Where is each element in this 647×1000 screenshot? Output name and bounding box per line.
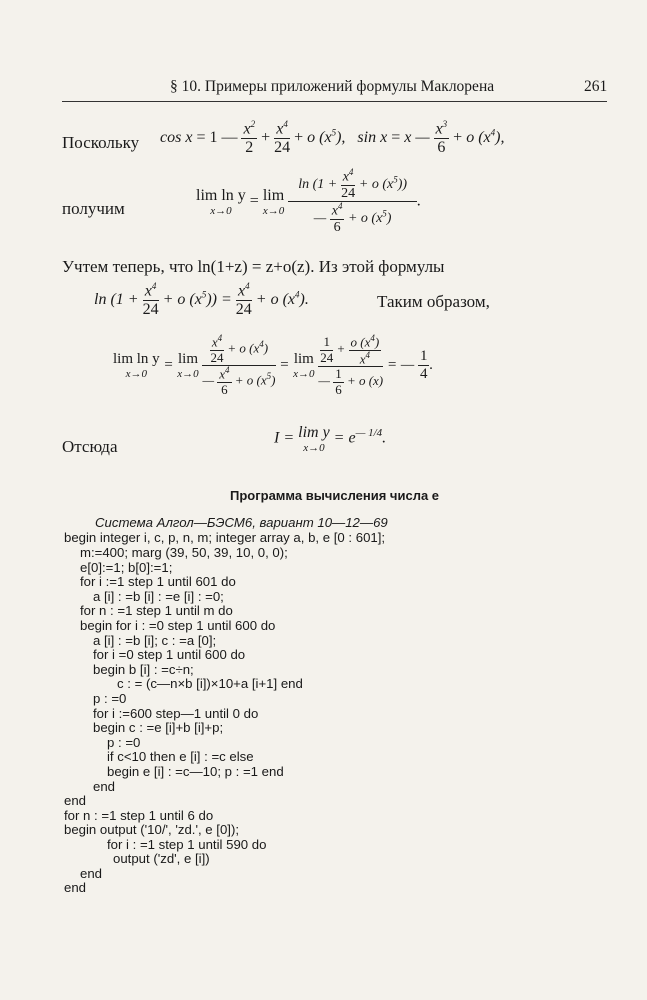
page-number: 261 — [584, 78, 608, 95]
running-header: § 10. Примеры приложений формулы Маклорена — [170, 78, 495, 95]
code-line: for i :=600 step—1 until 0 do — [93, 706, 259, 721]
code-line: p : =0 — [93, 691, 127, 706]
code-line: c : = (c—n×b [i])×10+a [i+1] end — [117, 676, 303, 691]
code-line: end — [80, 866, 103, 881]
code-line: if c<10 then e [i] : =c else — [107, 749, 254, 764]
label-hence: Отсюда — [62, 437, 118, 456]
label-thus: Таким образом, — [377, 292, 490, 311]
code-line: for n : =1 step 1 until m do — [80, 603, 233, 618]
limit-result: I = lim y x→0 = $e^{— 1/4}$. — [274, 424, 387, 454]
code-line: for i : =1 step 1 until 590 do — [107, 837, 267, 852]
code-line: a [i] : =b [i]; c : =a [0]; — [93, 633, 217, 648]
code-line: begin output ('10/', 'zd.', e [0]); — [64, 822, 240, 837]
code-line: p : =0 — [107, 735, 141, 750]
code-line: e[0]:=1; b[0]:=1; — [80, 560, 173, 575]
log-expansion: ln (1 + $\frac{x^4}{24}$ + o $(x^5)$) = $\frac{x^4}{24}$ + o $(x^4)$. — [94, 281, 309, 318]
code-line: begin e [i] : =c—10; p : =1 end — [107, 764, 284, 779]
code-line: for i :=1 step 1 until 601 do — [80, 574, 236, 589]
code-line: for n : =1 step 1 until 6 do — [64, 808, 214, 823]
code-line: end — [64, 880, 87, 895]
limit-formula-1: lim ln y x→0 = lim x→0 ln (1 + $\frac{x^4}{24}$ + o $(x^5)$) — $\frac{x^4}{6}$ + o $(x^5)$ . — [196, 167, 422, 236]
code-line: m:=400; marg (39, 50, 39, 10, 0, 0); — [80, 545, 288, 560]
note-now: Учтем теперь, что ln(1+z) = z+o(z). Из этой формулы — [62, 257, 445, 276]
code-line: begin b [i] : =c÷n; — [93, 662, 194, 677]
series-expansions: cos x = 1 — $\frac{x^2}{2}$ + $\frac{x^4}{24}$ + o $(x^5)$, sin x = x — $\frac{x^3}{6}$ + o $(x^4)$, — [160, 119, 505, 156]
code-line: end — [64, 793, 87, 808]
code-line: for i =0 step 1 until 600 do — [93, 647, 246, 662]
code-line: a [i] : =b [i] : =e [i] : =0; — [93, 589, 224, 604]
label-we-get: получим — [62, 199, 125, 218]
code-line: begin c : =e [i]+b [i]+p; — [93, 720, 224, 735]
code-line: begin integer i, c, p, n, m; integer array a, b, e [0 : 601]; — [64, 530, 386, 545]
program-heading: Программа вычисления числа e — [230, 488, 440, 503]
code-line: begin for i : =0 step 1 until 600 do — [80, 618, 276, 633]
header-rule — [62, 101, 607, 102]
limit-formula-2: lim ln y x→0 = lim x→0 $\frac{x^4}{24}$ + o $(x^4)$ — $\frac{x^4}{6}$ + o $(x^5)$ = lim x→0 $\frac{1}{24}$ + $\frac{o (x^4)}{x^4}$ — $\frac{1}{6}$ + o (x) = — $\frac{1}{4}$ . — [113, 333, 434, 397]
label-since: Поскольку — [62, 133, 140, 152]
code-line: Система Алгол—БЭСМ6, вариант 10—12—69 — [95, 515, 388, 530]
code-line: output ('zd', e [i]) — [113, 851, 210, 866]
code-line: end — [93, 779, 116, 794]
